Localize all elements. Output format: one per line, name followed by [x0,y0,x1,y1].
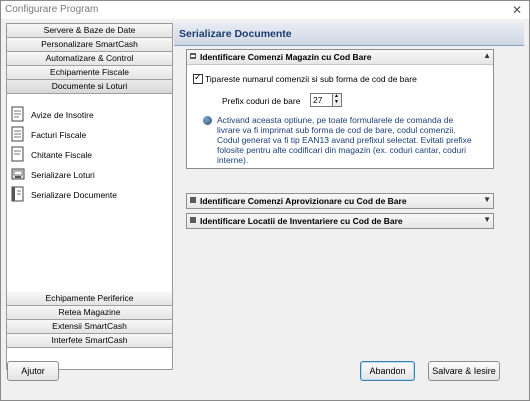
print-barcode-checkbox[interactable] [193,74,203,84]
document-icon [11,106,25,123]
sidebar-item-label: Avize de Insotire [31,110,94,120]
group-title: Identificare Comenzi Magazin cu Cod Bare [200,52,372,62]
sidebar-item-label: Chitante Fiscale [31,150,92,160]
receipt-icon [11,146,25,163]
info-line: livrare va fi imprimat sub forma de cod de bare, codul comenzii. [217,125,456,135]
sidebar [6,23,173,370]
sidebar-item-fiscal-invoices[interactable] [11,126,171,144]
group-header[interactable] [187,194,493,208]
info-icon [203,116,212,125]
save-exit-button[interactable]: Salvare & Iesire [428,361,500,381]
close-icon[interactable]: ✕ [511,3,522,17]
sidebar-category-automation[interactable]: Automatizare & Control [7,52,172,66]
prefix-value[interactable]: 27 [313,95,323,105]
group-title: Identificare Locatii de Inventariere cu Cod de Bare [200,216,403,226]
sidebar-category-store-network[interactable]: Retea Magazine [7,306,172,320]
lot-serial-icon [11,166,25,183]
stepper-down-icon[interactable]: ▼ [334,99,339,105]
info-line: folosite pentru alte codificari din magazin (ex. coduri cantar, coduri [217,145,466,155]
help-button[interactable]: Ajutor [7,361,59,381]
group-supply-orders-barcode [186,193,494,209]
document-serial-icon [11,186,25,203]
sidebar-category-servers[interactable]: Servere & Baze de Date [7,24,172,38]
sidebar-item-document-serialization[interactable] [11,186,171,204]
chevron-up-icon[interactable]: ▲ [483,51,491,60]
group-title: Identificare Comenzi Aprovizionare cu Cod de Bare [200,196,407,206]
info-line: Activand aceasta optiune, pe toate formularele de comanda de [217,115,454,125]
expand-icon[interactable] [190,197,196,203]
prefix-stepper[interactable] [310,93,342,107]
sidebar-item-label: Serializare Documente [31,190,117,200]
sidebar-category-interfaces[interactable]: Interfete SmartCash [7,334,172,348]
sidebar-item-delivery-notes[interactable] [11,106,171,124]
group-store-orders-barcode [186,49,494,169]
group-header[interactable] [187,214,493,228]
window-client-area [3,19,527,400]
chevron-down-icon[interactable]: ▼ [483,195,491,204]
group-inventory-locations-barcode [186,213,494,229]
stepper-up-icon[interactable]: ▲ [334,93,339,99]
sidebar-category-fiscal-equipment[interactable]: Echipamente Fiscale [7,66,172,80]
sidebar-category-peripherals[interactable]: Echipamente Periferice [7,292,172,306]
stepper-buttons[interactable] [332,94,341,106]
cancel-button[interactable]: Abandon [360,361,415,381]
collapse-icon[interactable] [190,53,196,59]
info-line: interne). [217,155,249,165]
sidebar-item-label: Facturi Fiscale [31,130,87,140]
expand-icon[interactable] [190,217,196,223]
sidebar-item-label: Serializare Loturi [31,170,95,180]
sidebar-category-documents-lots[interactable]: Documente si Loturi [7,80,172,94]
page-title: Serializare Documente [179,28,292,40]
chevron-down-icon[interactable]: ▼ [483,215,491,224]
window-title: Configurare Program [5,4,99,15]
sidebar-item-fiscal-receipts[interactable] [11,146,171,164]
print-barcode-checkbox-label: Tipareste numarul comenzii si sub forma de cod de bare [205,74,417,84]
info-text [217,115,477,165]
sidebar-item-lot-serialization[interactable] [11,166,171,184]
invoice-icon [11,126,25,143]
info-line: Codul generat va fi tip EAN13 avand prefixul selectat. Evitati prefixe [217,135,472,145]
content-header [174,23,524,46]
sidebar-category-extensions[interactable]: Extensii SmartCash [7,320,172,334]
sidebar-item-list [7,104,172,288]
title-bar [1,1,529,19]
prefix-label: Prefix coduri de bare [222,96,301,106]
sidebar-category-personalization[interactable]: Personalizare SmartCash [7,38,172,52]
group-header[interactable] [187,50,493,65]
